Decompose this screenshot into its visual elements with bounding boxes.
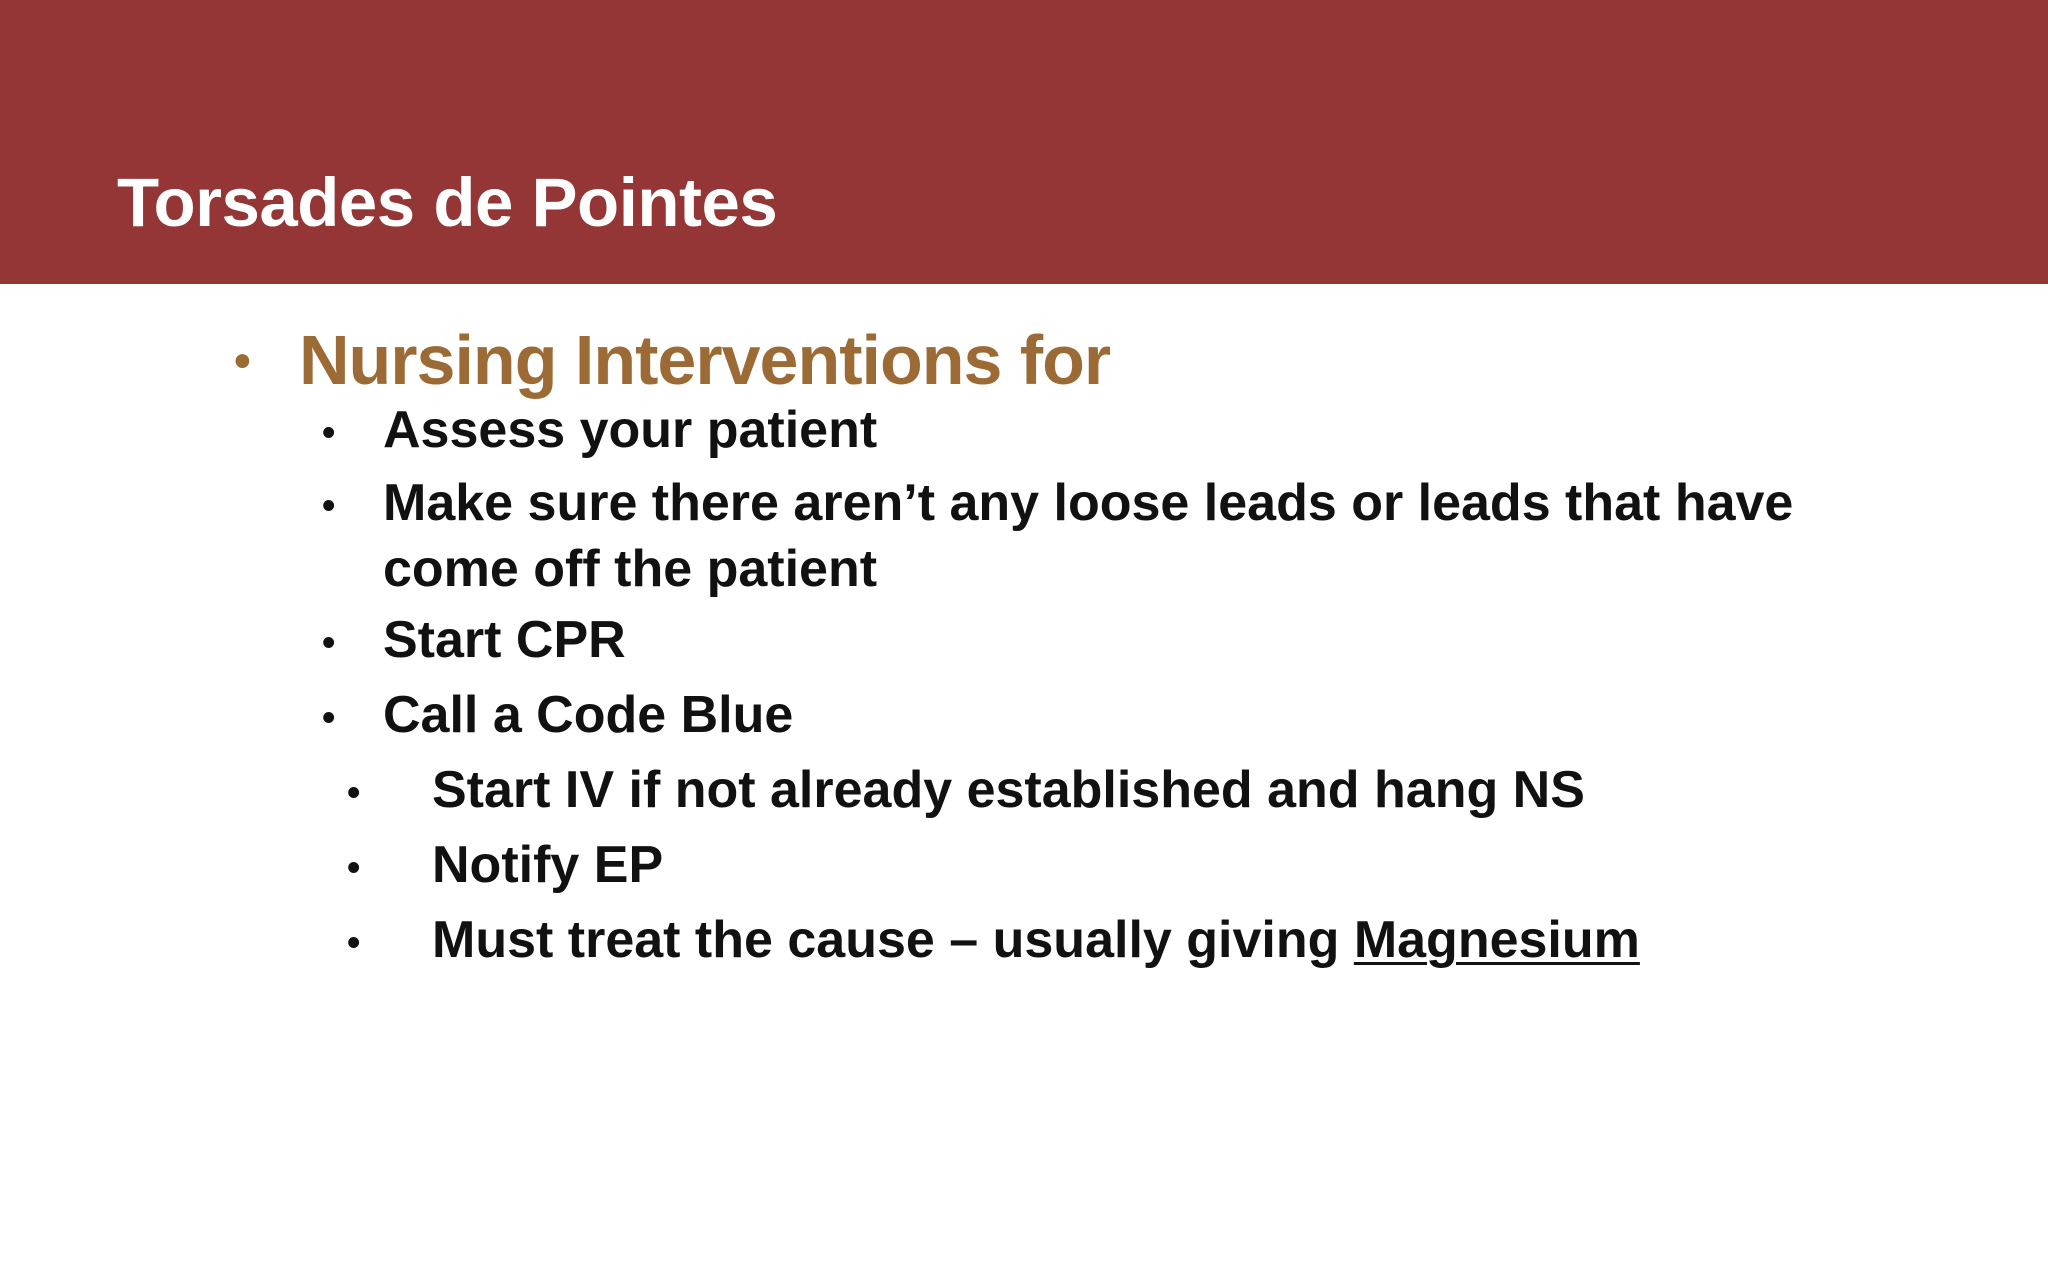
bullet-icon: • [347, 847, 361, 889]
section-heading: Nursing Interventions for [299, 321, 1111, 399]
bullet-icon: • [347, 922, 361, 964]
bullet-icon: • [322, 622, 336, 664]
bullet-icon: • [322, 412, 336, 454]
list-item [432, 911, 1640, 969]
list-item-continuation: come off the patient [383, 540, 878, 598]
list-item: Start CPR [383, 611, 626, 669]
list-item-prefix: Must treat the cause – usually giving [432, 911, 1354, 969]
slide-title: Torsades de Pointes [117, 164, 778, 241]
list-item: Assess your patient [383, 401, 878, 459]
list-item: Call a Code Blue [383, 686, 794, 744]
list-item: Notify EP [432, 836, 664, 894]
bullet-icon: • [347, 772, 361, 814]
bullet-icon: • [322, 485, 336, 527]
bullet-icon: • [322, 697, 336, 739]
list-item: Make sure there aren’t any loose leads or leads that have [383, 474, 1794, 532]
magnesium-emphasis: Magnesium [1353, 911, 1640, 969]
heading-bullet-icon: • [234, 335, 251, 388]
list-item: Start IV if not already established and hang NS [432, 761, 1585, 819]
